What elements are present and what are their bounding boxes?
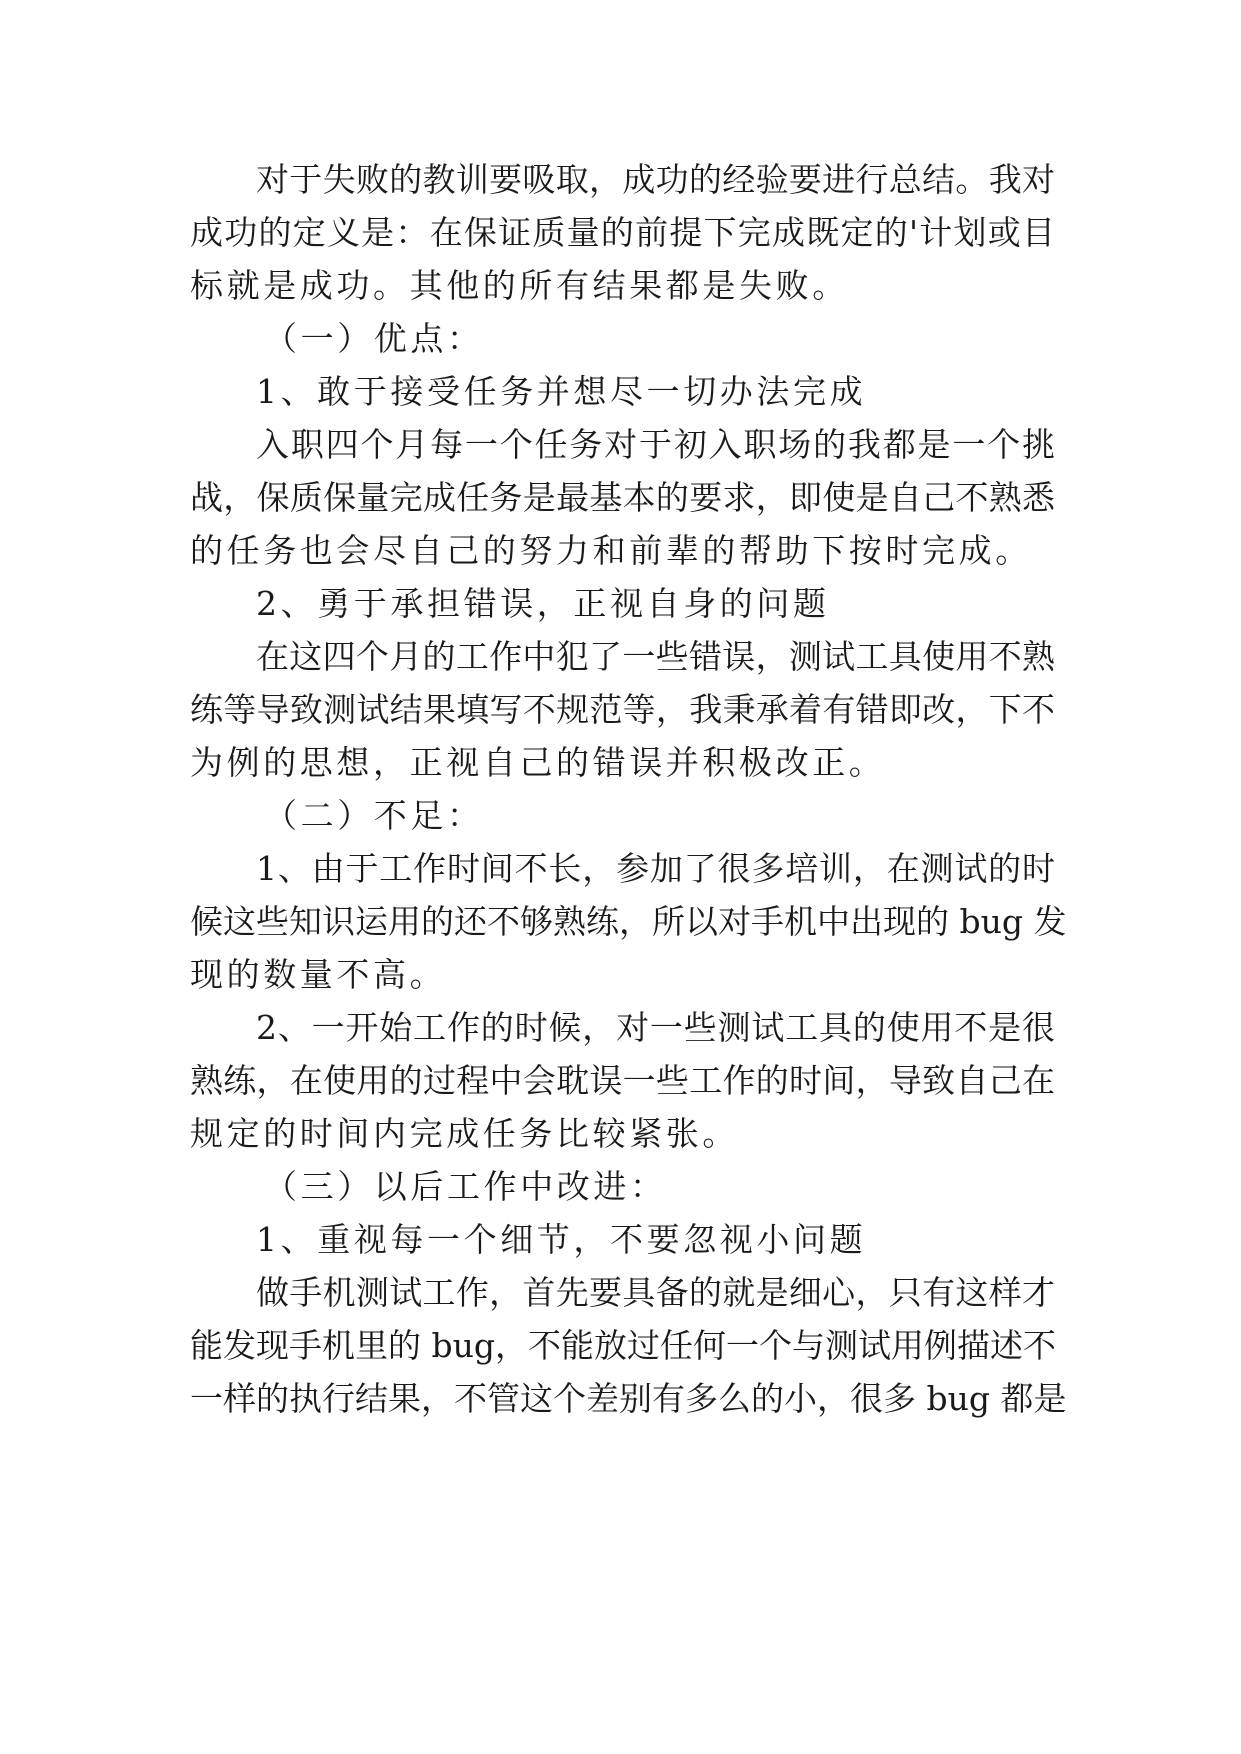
section-heading: （二）不足：: [264, 796, 484, 835]
paragraph-line: 能发现手机里的 bug，不能放过任何一个与测试用例描述不: [190, 1326, 1056, 1365]
paragraph-line: 入职四个月每一个任务对于初入职场的我都是一个挑: [256, 425, 1055, 464]
paragraph-line: 候这些知识运用的还不够熟练，所以对手机中出现的 bug 发: [190, 902, 1067, 941]
paragraph-line: 成功的定义是：在保证质量的前提下完成既定的'计划或目: [190, 213, 1055, 252]
subheading: 2、勇于承担错误，正视自身的问题: [256, 584, 830, 623]
subheading: 1、敢于接受任务并想尽一切办法完成: [256, 372, 867, 411]
paragraph-line: 做手机测试工作，首先要具备的就是细心，只有这样才: [256, 1273, 1055, 1312]
paragraph-line: 战，保质保量完成任务是最基本的要求，即使是自己不熟悉: [190, 478, 1055, 517]
paragraph-line: 的任务也会尽自己的努力和前辈的帮助下按时完成。: [190, 531, 1032, 570]
paragraph-line: 标就是成功。其他的所有结果都是失败。: [190, 266, 849, 305]
paragraph-line: 现的数量不高。: [190, 955, 447, 994]
paragraph-line: 对于失败的教训要吸取，成功的经验要进行总结。我对: [256, 160, 1055, 199]
paragraph-line: 规定的时间内完成任务比较紧张。: [190, 1114, 739, 1153]
paragraph-line: 一样的执行结果，不管这个差别有多么的小，很多 bug 都是: [190, 1379, 1067, 1418]
subheading: 1、重视每一个细节，不要忽视小问题: [256, 1220, 867, 1259]
paragraph-line: 为例的思想，正视自己的错误并积极改正。: [190, 743, 886, 782]
paragraph-line: 2、一开始工作的时候，对一些测试工具的使用不是很: [256, 1008, 1055, 1047]
paragraph-line: 1、由于工作时间不长，参加了很多培训，在测试的时: [256, 849, 1055, 888]
section-heading: （一）优点：: [264, 319, 484, 358]
paragraph-line: 熟练，在使用的过程中会耽误一些工作的时间，导致自己在: [190, 1061, 1055, 1100]
section-heading: （三）以后工作中改进：: [264, 1167, 667, 1206]
paragraph-line: 在这四个月的工作中犯了一些错误，测试工具使用不熟: [256, 637, 1055, 676]
paragraph-line: 练等导致测试结果填写不规范等，我秉承着有错即改，下不: [190, 690, 1055, 729]
